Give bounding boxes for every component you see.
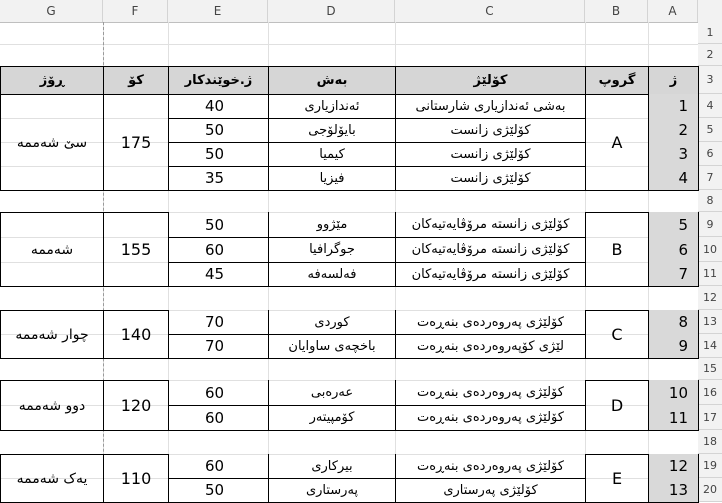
header-sum: کۆ [103,66,169,95]
row-header-10[interactable]: 10 [698,237,722,262]
index-cell[interactable]: 2 [648,118,699,143]
credits-cell[interactable]: 70 [168,310,269,335]
group-cell: A [585,94,649,191]
department-cell[interactable]: کیمیا [268,142,396,167]
day-cell: یەک شەممە [0,454,104,503]
sum-cell: 140 [103,310,169,359]
day-cell: شەممە [0,212,104,287]
row-header-7[interactable]: 7 [698,166,722,190]
credits-cell[interactable]: 50 [168,478,269,503]
row-header-3[interactable]: 3 [698,66,722,94]
row-header-20[interactable]: 20 [698,478,722,502]
row-header-15[interactable]: 15 [698,358,722,380]
column-header-f[interactable]: F [103,0,168,22]
column-header-d[interactable]: D [268,0,395,22]
group-cell: E [585,454,649,503]
college-cell[interactable]: کۆلێژی زانستە مرۆڤایەتیەکان [395,237,586,263]
header-day: ڕۆژ [0,66,104,95]
college-cell[interactable]: کۆلێژی پەروەردەی بنەڕەت [395,405,586,431]
college-cell[interactable]: کۆلێژی پەرستاری [395,478,586,503]
row-header-2[interactable]: 2 [698,44,722,66]
header-college: کۆلێژ [395,66,586,95]
header-group: گروپ [585,66,649,95]
row-header-11[interactable]: 11 [698,262,722,286]
college-cell[interactable]: کۆلێژی پەروەردەی بنەڕەت [395,310,586,335]
index-cell[interactable]: 10 [648,380,699,406]
college-cell[interactable]: بەشی ئەندازیاری شارستانی [395,94,586,119]
index-cell[interactable]: 1 [648,94,699,119]
day-cell: چوار شەممە [0,310,104,359]
row-header-8[interactable]: 8 [698,190,722,212]
credits-cell[interactable]: 60 [168,454,269,479]
day-cell: دوو شەممە [0,380,104,431]
credits-cell[interactable]: 50 [168,212,269,238]
group-cell: B [585,212,649,287]
day-cell: سێ شەممە [0,94,104,191]
row-header-1[interactable]: 1 [698,22,722,44]
header-credits: ژ.خوێندکار [168,66,269,95]
department-cell[interactable]: مێژوو [268,212,396,238]
row-header-12[interactable]: 12 [698,286,722,310]
row-header-18[interactable]: 18 [698,430,722,454]
department-cell[interactable]: کوردی [268,310,396,335]
group-cell: D [585,380,649,431]
credits-cell[interactable]: 70 [168,334,269,359]
index-cell[interactable]: 5 [648,212,699,238]
group-cell: C [585,310,649,359]
index-cell[interactable]: 6 [648,237,699,263]
index-cell[interactable]: 9 [648,334,699,359]
row-header-13[interactable]: 13 [698,310,722,334]
column-header-a[interactable]: A [648,0,698,22]
column-header-g[interactable]: G [0,0,103,22]
college-cell[interactable]: کۆلێژی زانست [395,142,586,167]
row-header-6[interactable]: 6 [698,142,722,166]
sum-cell: 175 [103,94,169,191]
credits-cell[interactable]: 60 [168,237,269,263]
index-cell[interactable]: 7 [648,262,699,287]
department-cell[interactable]: بیرکاری [268,454,396,479]
column-header-b[interactable]: B [585,0,648,22]
index-cell[interactable]: 3 [648,142,699,167]
header-no: ژ [648,66,699,95]
department-cell[interactable]: فەلسەفە [268,262,396,287]
index-cell[interactable]: 11 [648,405,699,431]
college-cell[interactable]: کۆلێژی پەروەردەی بنەڕەت [395,454,586,479]
department-cell[interactable]: فیزیا [268,166,396,191]
department-cell[interactable]: کۆمپیتەر [268,405,396,431]
row-header-4[interactable]: 4 [698,94,722,118]
row-header-9[interactable]: 9 [698,212,722,237]
department-cell[interactable]: بایۆلۆجی [268,118,396,143]
sum-cell: 110 [103,454,169,503]
department-cell[interactable]: جوگرافیا [268,237,396,263]
department-cell[interactable]: ئەندازیاری [268,94,396,119]
credits-cell[interactable]: 45 [168,262,269,287]
credits-cell[interactable]: 50 [168,118,269,143]
credits-cell[interactable]: 35 [168,166,269,191]
department-cell[interactable]: باخچەی ساوایان [268,334,396,359]
college-cell[interactable]: کۆلێژی زانست [395,118,586,143]
sum-cell: 155 [103,212,169,287]
credits-cell[interactable]: 60 [168,405,269,431]
column-header-c[interactable]: C [395,0,585,22]
department-cell[interactable]: پەرستاری [268,478,396,503]
college-cell[interactable]: کۆلێژی زانست [395,166,586,191]
column-header-e[interactable]: E [168,0,268,22]
sum-cell: 120 [103,380,169,431]
credits-cell[interactable]: 60 [168,380,269,406]
header-department: بەش [268,66,396,95]
index-cell[interactable]: 8 [648,310,699,335]
row-header-14[interactable]: 14 [698,334,722,358]
index-cell[interactable]: 12 [648,454,699,479]
department-cell[interactable]: عەرەبی [268,380,396,406]
row-header-16[interactable]: 16 [698,380,722,405]
row-header-5[interactable]: 5 [698,118,722,142]
index-cell[interactable]: 4 [648,166,699,191]
college-cell[interactable]: کۆلێژی زانستە مرۆڤایەتیەکان [395,262,586,287]
credits-cell[interactable]: 40 [168,94,269,119]
college-cell[interactable]: کۆلێژی زانستە مرۆڤایەتیەکان [395,212,586,238]
row-header-19[interactable]: 19 [698,454,722,478]
college-cell[interactable]: لێژی کۆپەروەردەی بنەڕەت [395,334,586,359]
row-header-17[interactable]: 17 [698,405,722,430]
gridline-horizontal [0,44,698,45]
credits-cell[interactable]: 50 [168,142,269,167]
index-cell[interactable]: 13 [648,478,699,503]
college-cell[interactable]: کۆلێژی پەروەردەی بنەڕەت [395,380,586,406]
